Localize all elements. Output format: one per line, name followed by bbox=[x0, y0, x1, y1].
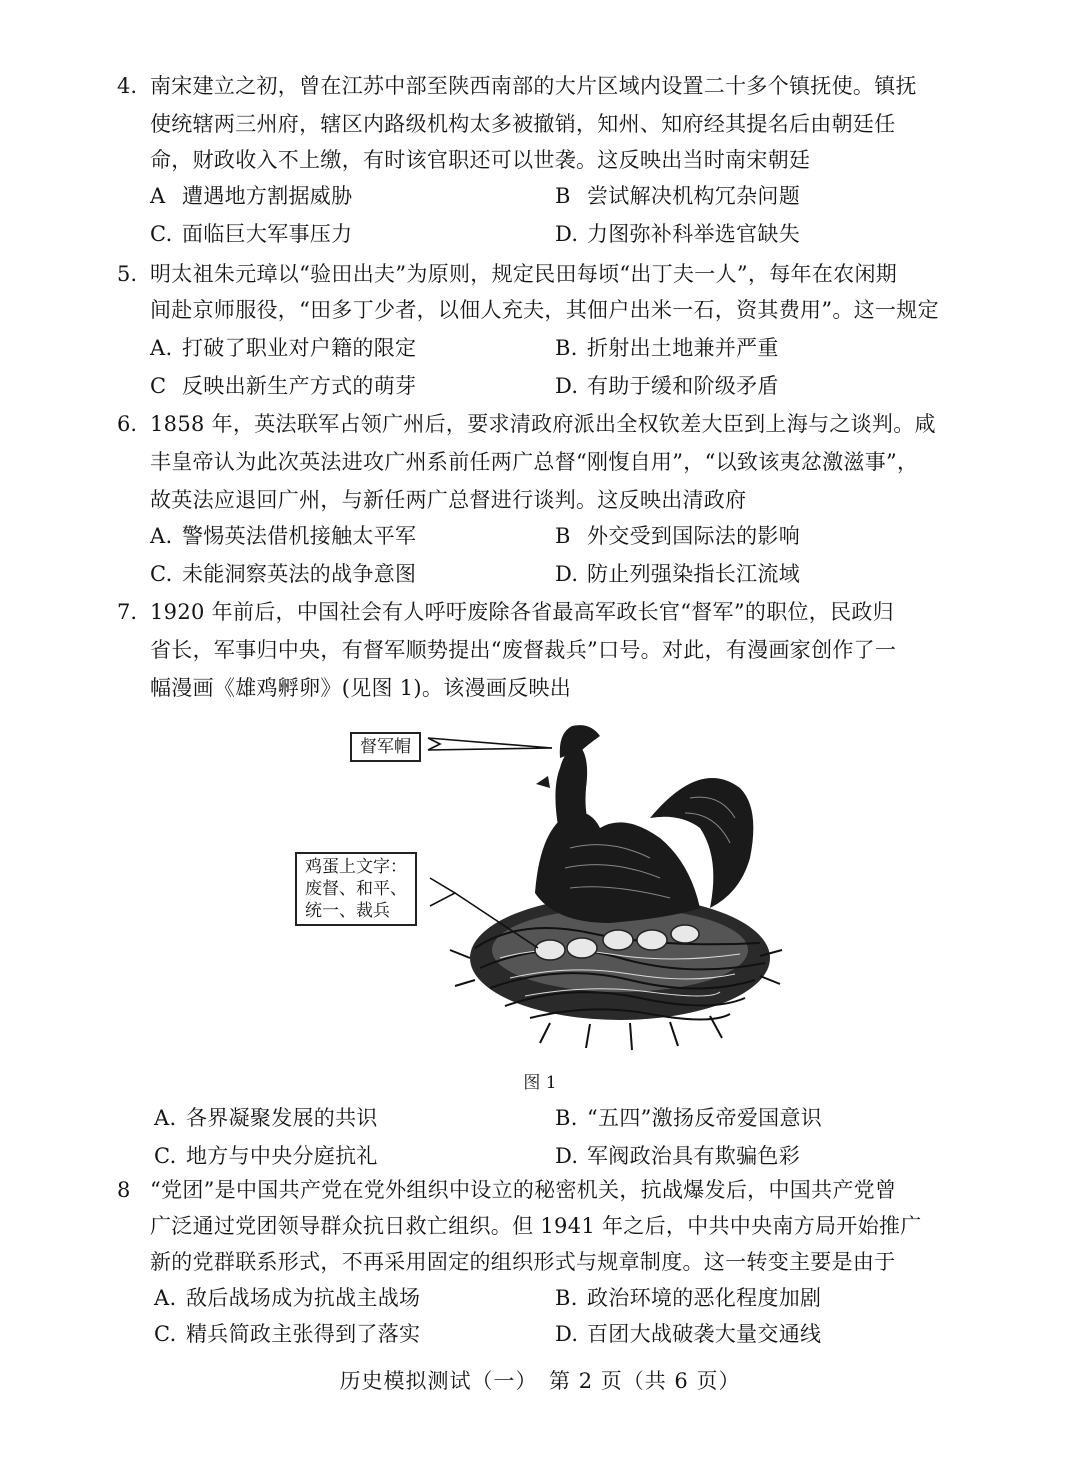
question-8-line-2: 广泛通过党团领导群众抗日救亡组织。但 1941 年之后，中共中央南方局开始推广 bbox=[150, 1214, 922, 1238]
option-text: 反映出新生产方式的萌芽 bbox=[182, 374, 417, 398]
option-letter: C. bbox=[154, 1322, 177, 1346]
option-text: 力图弥补科举选官缺失 bbox=[587, 222, 800, 246]
question-6-number: 6. bbox=[117, 412, 138, 436]
question-8-option-a bbox=[154, 1284, 420, 1312]
option-letter: B bbox=[555, 184, 571, 208]
egg-label-line-2: 废督、和平、 bbox=[305, 879, 407, 899]
option-letter: A. bbox=[150, 524, 173, 548]
question-7-option-a bbox=[154, 1104, 378, 1132]
question-5-line-1: 明太祖朱元璋以“验田出夫”为原则，规定民田每顷“出丁夫一人”，每年在农闲期 bbox=[150, 262, 898, 286]
option-text: 有助于缓和阶级矛盾 bbox=[587, 374, 779, 398]
option-text: 未能洞察英法的战争意图 bbox=[182, 562, 417, 586]
figure-caption: 图 1 bbox=[523, 1073, 557, 1093]
option-letter: B. bbox=[555, 336, 578, 360]
question-7-line-3: 幅漫画《雄鸡孵卵》(见图 1)。该漫画反映出 bbox=[150, 676, 572, 700]
question-4-option-c bbox=[150, 220, 352, 248]
hat-callout-label: 督军帽 bbox=[350, 732, 421, 762]
option-letter: D. bbox=[555, 374, 579, 398]
question-4-line-3: 命，财政收入不上缴，有时该官职还可以世袭。这反映出当时南宋朝廷 bbox=[150, 148, 811, 172]
option-text: 外交受到国际法的影响 bbox=[587, 524, 800, 548]
option-letter: D. bbox=[555, 1322, 579, 1346]
option-text: 面临巨大军事压力 bbox=[182, 222, 353, 246]
question-4-option-b bbox=[555, 182, 800, 210]
option-text: 防止列强染指长江流域 bbox=[587, 562, 800, 586]
question-8-option-b bbox=[555, 1284, 821, 1312]
egg-callout-label bbox=[295, 852, 417, 926]
question-5-option-c bbox=[150, 372, 416, 400]
question-7-line-1: 1920 年前后，中国社会有人呼吁废除各省最高军政长官“督军”的职位，民政归 bbox=[150, 600, 894, 624]
option-letter: B. bbox=[555, 1106, 578, 1130]
rooster-cartoon-figure bbox=[290, 718, 790, 1058]
option-text: 军阀政治具有欺骗色彩 bbox=[587, 1144, 800, 1168]
question-7-option-d bbox=[555, 1142, 800, 1170]
question-6-option-a bbox=[150, 522, 416, 550]
option-letter: B bbox=[555, 524, 571, 548]
question-7-option-c bbox=[154, 1142, 378, 1170]
option-letter: A. bbox=[154, 1106, 177, 1130]
question-7-number: 7. bbox=[117, 600, 138, 624]
option-text: 精兵简政主张得到了落实 bbox=[186, 1322, 421, 1346]
question-4-line-1: 南宋建立之初，曾在江苏中部至陕西南部的大片区域内设置二十多个镇抚使。镇抚 bbox=[150, 74, 917, 98]
option-text: 敌后战场成为抗战主战场 bbox=[186, 1286, 421, 1310]
question-6-option-b bbox=[555, 522, 800, 550]
question-8-number: 8 bbox=[117, 1178, 131, 1202]
question-6-line-1: 1858 年，英法联军占领广州后，要求清政府派出全权钦差大臣到上海与之谈判。咸 bbox=[150, 412, 936, 436]
egg-label-line-3: 统一、裁兵 bbox=[305, 901, 390, 921]
rooster bbox=[535, 725, 753, 923]
option-text: 尝试解决机构冗杂问题 bbox=[587, 184, 800, 208]
option-text: 折射出土地兼并严重 bbox=[587, 336, 779, 360]
question-4-number: 4. bbox=[117, 74, 138, 98]
question-4-line-2: 使统辖两三州府，辖区内路级机构太多被撤销，知州、知府经其提名后由朝廷任 bbox=[150, 112, 896, 136]
question-8-line-3: 新的党群联系形式，不再采用固定的组织形式与规章制度。这一转变主要是由于 bbox=[150, 1250, 896, 1274]
option-text: 警惕英法借机接触太平军 bbox=[182, 524, 417, 548]
question-5-number: 5. bbox=[117, 262, 138, 286]
question-8-option-c bbox=[154, 1320, 420, 1348]
question-4-option-a bbox=[150, 182, 352, 210]
option-letter: C. bbox=[154, 1144, 177, 1168]
option-letter: D. bbox=[555, 562, 579, 586]
question-7-line-2: 省长，军事归中央，有督军顺势提出“废督裁兵”口号。对此，有漫画家创作了一 bbox=[150, 638, 897, 662]
question-6-option-d bbox=[555, 560, 800, 588]
question-8-line-1: “党团”是中国共产党在党外组织中设立的秘密机关，抗战爆发后，中国共产党曾 bbox=[150, 1178, 897, 1202]
question-5-option-b bbox=[555, 334, 779, 362]
question-6-line-3: 故英法应退回广州，与新任两广总督进行谈判。这反映出清政府 bbox=[150, 488, 747, 512]
option-letter: D. bbox=[555, 1144, 579, 1168]
option-text: “五四”激扬反帝爱国意识 bbox=[587, 1106, 823, 1130]
page-footer: 历史模拟测试（一） 第 2 页（共 6 页） bbox=[339, 1369, 741, 1393]
option-letter: A. bbox=[154, 1286, 177, 1310]
option-letter: A. bbox=[150, 336, 173, 360]
option-text: 政治环境的恶化程度加剧 bbox=[587, 1286, 822, 1310]
question-7-option-b bbox=[555, 1104, 822, 1132]
option-text: 百团大战破袭大量交通线 bbox=[587, 1322, 822, 1346]
option-text: 各界凝聚发展的共识 bbox=[186, 1106, 378, 1130]
question-8-option-d bbox=[555, 1320, 821, 1348]
option-letter: A bbox=[150, 184, 166, 208]
question-4-option-d bbox=[555, 220, 800, 248]
option-letter: C. bbox=[150, 562, 173, 586]
option-letter: D. bbox=[555, 222, 579, 246]
question-6-line-2: 丰皇帝认为此次英法进攻广州系前任两广总督“刚愎自用”，“以致该夷忿激滋事”， bbox=[150, 450, 919, 474]
option-letter: B. bbox=[555, 1286, 578, 1310]
option-text: 打破了职业对户籍的限定 bbox=[182, 336, 417, 360]
option-text: 遭遇地方割据威胁 bbox=[182, 184, 353, 208]
option-letter: C. bbox=[150, 222, 173, 246]
option-letter: C bbox=[150, 374, 167, 398]
question-6-option-c bbox=[150, 560, 416, 588]
egg-label-line-1: 鸡蛋上文字： bbox=[305, 857, 407, 877]
question-5-line-2: 间赴京师服役，“田多丁少者，以佃人充夫，其佃户出米一石，资其费用”。这一规定 bbox=[150, 298, 939, 322]
question-5-option-a bbox=[150, 334, 416, 362]
option-text: 地方与中央分庭抗礼 bbox=[186, 1144, 378, 1168]
question-5-option-d bbox=[555, 372, 779, 400]
